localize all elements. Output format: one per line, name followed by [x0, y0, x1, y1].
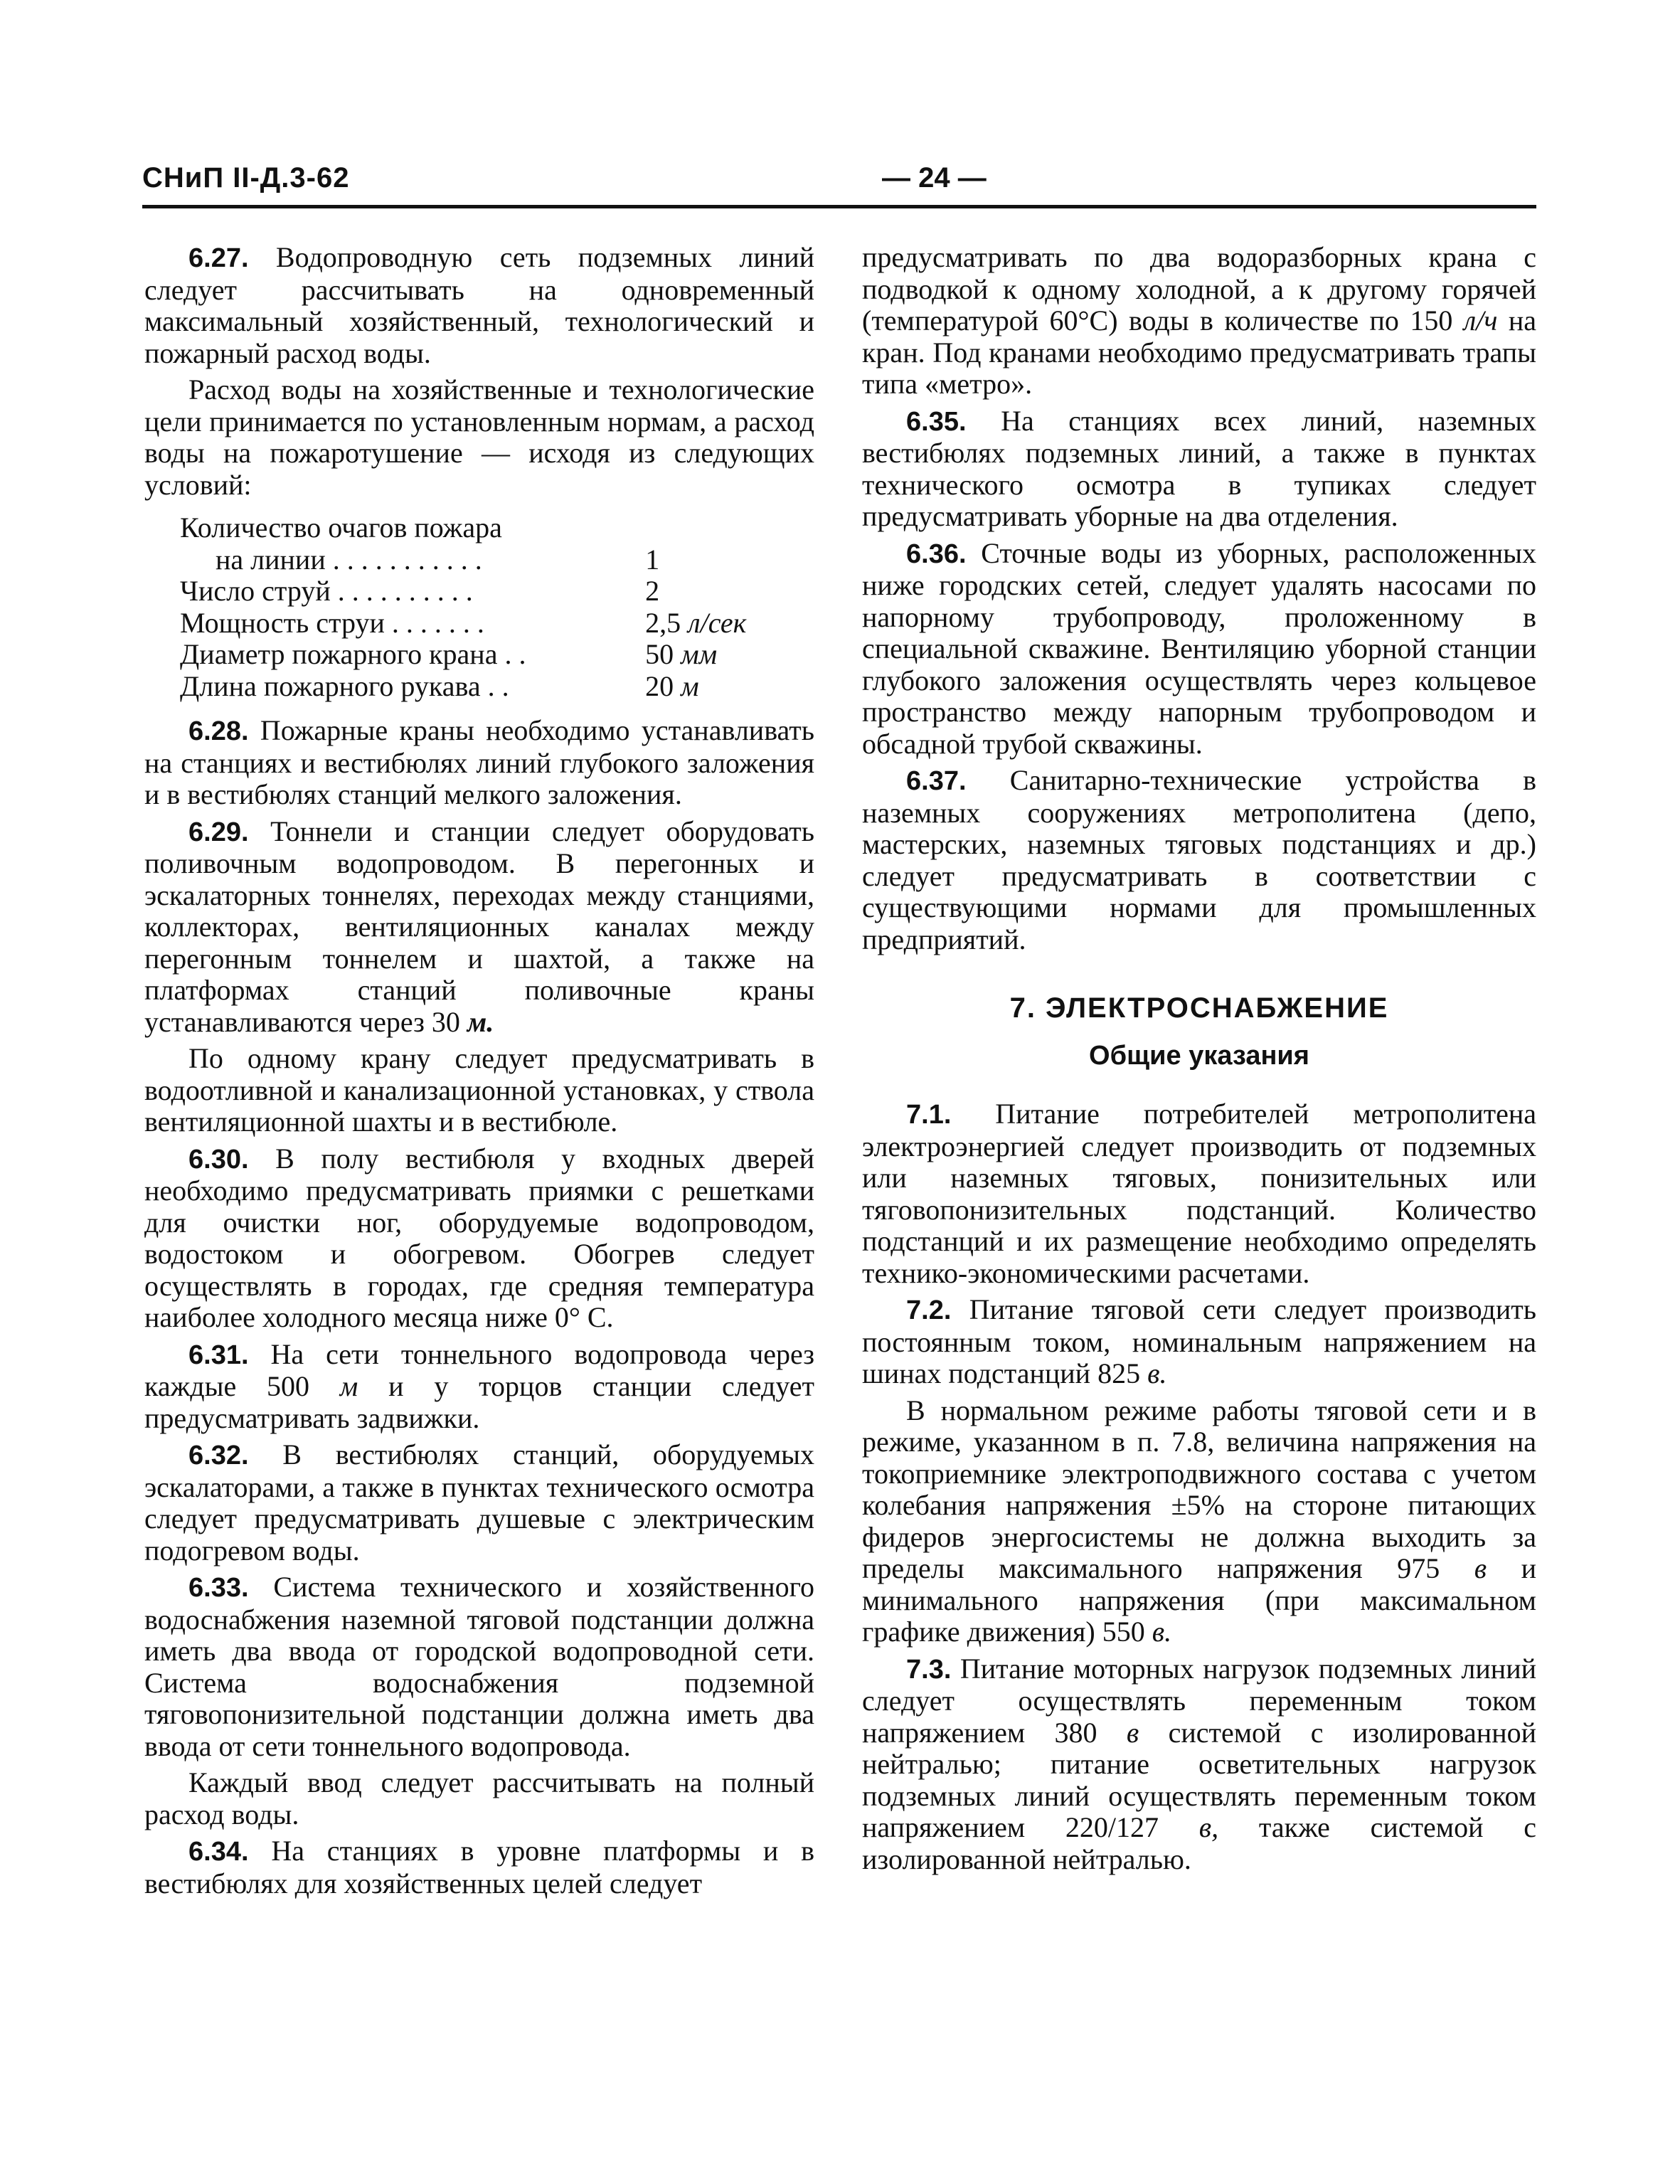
unit-label: л/ч	[1463, 304, 1498, 336]
paragraph-6-29-b: По одному крану следует предусматривать в водоотливной и канализационной установках, у ствола вентиляционной шахты и в вестибюле.	[144, 1042, 814, 1138]
unit-label: в,	[1198, 1811, 1219, 1843]
clause-number: 6.33.	[188, 1573, 249, 1603]
paragraph-6-29	[144, 816, 814, 1039]
clause-text: Водопроводную сеть подземных линий следует рассчитывать на одновременный максимальный хозяйственный, технологический и пожарный расход воды.	[144, 241, 815, 369]
paragraph-7-1	[862, 1098, 1536, 1289]
paragraph-6-27	[144, 242, 814, 369]
unit-label: в	[1126, 1716, 1139, 1749]
section-title: 7. ЭЛЕКТРОСНАБЖЕНИЕ	[1009, 992, 1389, 1024]
paragraph-7-3: 7.3. Питание моторных нагрузок подземных линий следует осуществлять переменным током напряжением 380 в системой с изолированной нейтралью; питание осветительных нагрузок подземных линий осуществлять переменным током напряжением 220/127 в, также системой с изолированной нейтралью.	[862, 1652, 1537, 1875]
clause-text: Санитарно-технические устройства в наземных сооружениях метрополитена (депо, мастерских, наземных тяговых подстанциях и др.) следует предусматривать в соответствии с существующими нормами для промышленных предприятий.	[862, 764, 1537, 955]
paragraph-6-28	[144, 715, 814, 811]
parameter-unit: мм	[681, 638, 718, 670]
unit-label: м	[339, 1370, 358, 1402]
clause-text: На станциях всех линий, наземных вестибюлях подземных линий, а также в пунктах технического осмотра в тупиках следует предусматривать уборные на два отделения.	[862, 404, 1537, 532]
unit-label: в.	[1147, 1357, 1167, 1389]
parameter-name: Диаметр пожарного крана . .	[180, 638, 526, 670]
clause-number: 6.28.	[188, 716, 249, 746]
paragraph-7-2-b: В нормальном режиме работы тяговой сети и в режиме, указанном в п. 7.8, величина напряжения на токоприемнике электроподвижного состава с учетом колебания напряжения ±5% на стороне питающих фидеров энергосистемы не должна выходить за пределы максимального напряжения 975 в и минимального напряжения (при максимальном графике движения) 550 в.	[862, 1394, 1536, 1648]
parameter-unit: л/сек	[688, 606, 747, 639]
parameter-unit: м	[681, 669, 699, 702]
clause-text: Система технического и хозяйственного водоснабжения наземной тяговой подстанции должна иметь два ввода от городской водопроводной сети. Система водоснабжения подземной тяговопонизительной подстанции должна иметь два ввода от сети тоннельного водопровода.	[144, 1571, 815, 1762]
clause-number: 6.35.	[906, 406, 967, 437]
clause-number: 6.30.	[188, 1144, 249, 1175]
paragraph-6-34-continued: предусматривать по два водоразборных крана с подводкой к одному холодной, а к другому горячей (температурой 60°С) воды в количестве по 150 л/ч на кран. Под кранами необходимо предусматривать трапы типа «метро».	[862, 241, 1536, 400]
parameter-name: Число струй . . . . . . . . . .	[180, 575, 473, 607]
parameter-name: на линии . . . . . . . . . . .	[216, 543, 482, 576]
paragraph-6-31	[144, 1339, 814, 1435]
clause-number: 7.2.	[906, 1295, 952, 1325]
paragraph-6-27-b: Расход воды на хозяйственные и технологические цели принимается по установленным нормам, а расход воды на пожаротушение — исходя из следующих условий:	[144, 373, 814, 501]
parameter-name: Мощность струи . . . . . . .	[180, 606, 484, 639]
unit-label: м.	[467, 1005, 494, 1038]
clause-number: 6.31.	[188, 1340, 249, 1370]
clause-number: 6.36.	[906, 539, 967, 569]
clause-number: 6.34.	[188, 1837, 249, 1867]
fire-parameters-list	[180, 512, 814, 702]
unit-label: в.	[1152, 1616, 1172, 1648]
page-header	[142, 162, 1536, 205]
subsection-title: Общие указания	[1089, 1040, 1309, 1071]
parameter-row	[180, 576, 814, 608]
clause-text: Тоннели и станции следует оборудовать поливочным водопроводом. В перегонных и эскалаторных тоннелях, переходах между станциями, коллекторах, вентиляционных каналах между перегонным тоннелем и шахтой, а также на платформах станций поливочные краны устанавливаются через 30	[144, 815, 815, 1038]
parameter-row	[180, 544, 814, 576]
clause-number: 7.1.	[906, 1100, 952, 1130]
paragraph-7-2	[862, 1294, 1536, 1390]
parameter-row	[180, 639, 814, 671]
paragraph-6-32	[144, 1439, 814, 1567]
clause-text: В вестибюлях станций, оборудуемых эскалаторами, а также в пунктах технического осмотра следует предусматривать душевые с электрическим подогревом воды.	[144, 1438, 814, 1567]
clause-text: Питание тяговой сети следует производить постоянным током, номинальным напряжением на шинах подстанций 825	[862, 1293, 1536, 1389]
right-column	[862, 242, 1536, 1880]
header-rule	[142, 205, 1536, 208]
clause-text: Питание потребителей метрополитена электроэнергией следует производить от подземных или наземных тяговых, понизительных или тяговопонизительных подстанций. Количество подстанций и их размещение необходимо определять технико-экономическими расчетами.	[862, 1098, 1536, 1289]
page-number: — 24 —	[882, 162, 987, 194]
clause-number: 6.32.	[188, 1441, 249, 1470]
parameter-row	[180, 671, 814, 703]
paragraph-6-37	[862, 765, 1536, 955]
paragraph-6-33-b: Каждый ввод следует рассчитывать на полный расход воды.	[144, 1766, 814, 1830]
clause-number: 6.37.	[906, 766, 967, 796]
parameter-row	[180, 608, 814, 640]
document-code: СНиП II-Д.3-62	[142, 162, 350, 194]
parameter-value: 2,5	[645, 606, 681, 639]
clause-number: 7.3.	[906, 1654, 952, 1685]
parameter-name: Длина пожарного рукава . .	[180, 669, 509, 702]
unit-label: в	[1474, 1552, 1487, 1584]
clause-text: Сточные воды из уборных, расположенных ниже городских сетей, следует удалять насосами по напорному трубопроводу, проложенному в специальной скважине. Вентиляцию уборной станции глубокого заложения осуществлять через кольцевое пространство между напорным трубопроводом и обсадной трубой скважины.	[862, 536, 1537, 760]
clause-number: 6.29.	[188, 817, 249, 847]
paragraph-6-35	[862, 405, 1536, 533]
parameter-row	[180, 512, 814, 544]
paragraph-6-30	[144, 1143, 814, 1334]
paragraph-6-33	[144, 1571, 814, 1762]
paragraph-6-34	[144, 1835, 814, 1899]
parameter-value: 50	[645, 638, 674, 670]
clause-number: 6.27.	[188, 243, 249, 273]
parameter-value: 1	[645, 543, 660, 576]
parameter-value: 20	[645, 669, 674, 702]
clause-text: На станциях в уровне платформы и в вестибюлях для хозяйственных целей следует	[144, 1835, 815, 1899]
paragraph-6-36	[862, 538, 1536, 760]
clause-text: В полу вестибюля у входных дверей необходимо предусматривать приямки с решетками для очистки ног, оборудуемые водопроводом, водостоком и обогревом. Обогрев следует осуществлять в городах, где средняя температура наиболее холодного месяца ниже 0° С.	[144, 1142, 815, 1333]
parameter-name: Количество очагов пожара	[180, 511, 502, 544]
parameter-value: 2	[645, 575, 660, 607]
clause-text: Пожарные краны необходимо устанавливать на станциях и вестибюлях линий глубокого заложения и в вестибюлях станций мелкого заложения.	[144, 714, 814, 810]
clause-text: и у торцов станции следует предусматривать задвижки.	[144, 1370, 815, 1434]
left-column	[144, 242, 814, 1904]
clause-text: На сети тоннельного водопровода через каждые 500	[144, 1337, 815, 1402]
